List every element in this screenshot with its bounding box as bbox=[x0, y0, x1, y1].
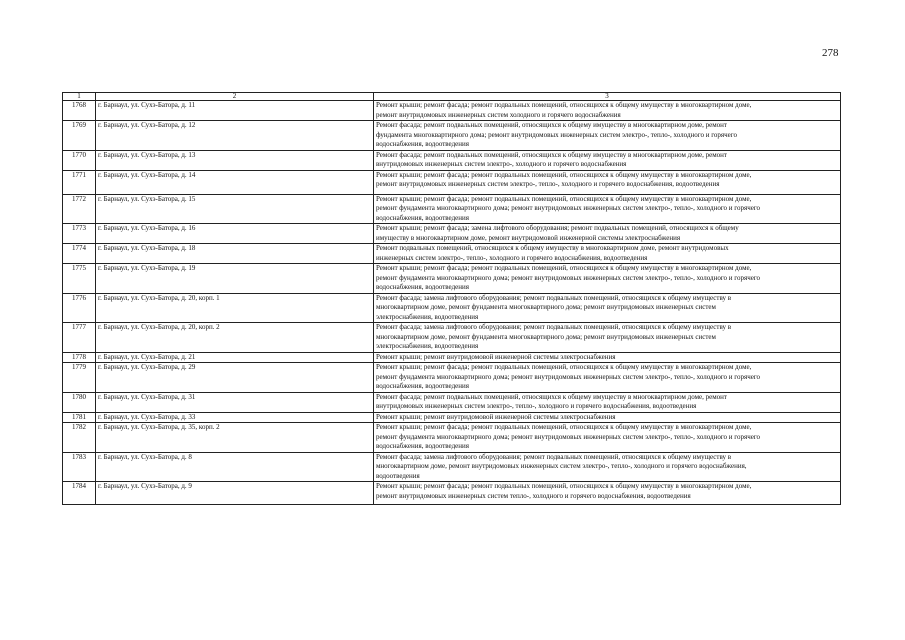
table-row bbox=[63, 412, 841, 423]
table-body bbox=[63, 101, 841, 505]
row-number: 1776 bbox=[63, 293, 96, 323]
repair-registry-table bbox=[62, 92, 841, 505]
row-number: 1781 bbox=[63, 412, 96, 423]
row-address: г. Барнаул, ул. Сухэ-Батора, д. 8 bbox=[96, 452, 374, 482]
works-line: многоквартирном доме, ремонт фундамента многоквартирного дома; ремонт внутридомовых инженерных систем bbox=[376, 303, 716, 311]
works-line: Ремонт крыши; ремонт фасада; ремонт подвальных помещений, относящихся к общему имуществу в многоквартирном доме, bbox=[376, 482, 752, 490]
works-line: Ремонт крыши; ремонт фасада; ремонт подвальных помещений, относящихся к общему имуществу в многоквартирном доме, bbox=[376, 101, 752, 109]
table-row bbox=[63, 293, 841, 323]
row-works bbox=[374, 101, 841, 121]
works-line: водоснабжения, водоотведения bbox=[376, 382, 469, 390]
works-line: внутридомовых инженерных систем электро-, холодного и горячего водоснабжения bbox=[376, 160, 627, 168]
row-address: г. Барнаул, ул. Сухэ-Батора, д. 11 bbox=[96, 101, 374, 121]
header-row bbox=[63, 93, 841, 101]
table-header bbox=[63, 93, 841, 101]
works-line: ремонт фундамента многоквартирного дома; ремонт внутридомовых инженерных систем электро-, тепло-, холодного и горячего bbox=[376, 204, 761, 212]
works-line: Ремонт крыши; ремонт фасада; ремонт подвальных помещений, относящихся к общему имуществу в многоквартирном доме, bbox=[376, 170, 752, 179]
works-line: внутридомовых инженерных систем электро-, тепло-, холодного и горячего водоснабжения, водоотведения bbox=[376, 402, 697, 410]
row-address: г. Барнаул, ул. Сухэ-Батора, д. 33 bbox=[96, 412, 374, 423]
works-line: Ремонт крыши; ремонт фасада; ремонт подвальных помещений, относящихся к общему имуществу в многоквартирном доме, bbox=[376, 423, 752, 431]
table-row bbox=[63, 244, 841, 264]
works-line: фундамента многоквартирного дома; ремонт внутридомовых инженерных систем электро-, тепло-, холодного и горячего bbox=[376, 130, 737, 139]
row-number: 1771 bbox=[63, 170, 96, 194]
row-works bbox=[374, 150, 841, 170]
row-address: г. Барнаул, ул. Сухэ-Батора, д. 13 bbox=[96, 150, 374, 170]
works-line: водоснабжения, водоотведения bbox=[376, 140, 469, 148]
works-line: электроснабжения, водоотведения bbox=[376, 312, 479, 321]
column-header-number: 1 bbox=[63, 93, 96, 101]
works-line: Ремонт крыши; ремонт фасада; ремонт подвальных помещений, относящихся к общему имуществу в многоквартирном доме, bbox=[376, 264, 752, 272]
column-header-works: 3 bbox=[374, 93, 841, 101]
works-line: Ремонт фасада; замена лифтового оборудования; ремонт подвальных помещений, относящихся к общему имуществу в bbox=[376, 323, 732, 331]
row-works bbox=[374, 170, 841, 194]
row-works bbox=[374, 352, 841, 363]
works-line: Ремонт фасада; замена лифтового оборудования; ремонт подвальных помещений, относящихся к общему имуществу в bbox=[376, 452, 732, 461]
row-works bbox=[374, 412, 841, 423]
row-works bbox=[374, 482, 841, 505]
row-works bbox=[374, 452, 841, 482]
table-row bbox=[63, 224, 841, 244]
works-line: электроснабжения, водоотведения bbox=[376, 342, 479, 350]
row-address: г. Барнаул, ул. Сухэ-Батора, д. 21 bbox=[96, 352, 374, 363]
row-address: г. Барнаул, ул. Сухэ-Батора, д. 16 bbox=[96, 224, 374, 244]
works-line: Ремонт фасада; ремонт подвальных помещений, относящихся к общему имуществу в многоквартирном доме, ремонт bbox=[376, 150, 727, 159]
row-number: 1780 bbox=[63, 392, 96, 412]
table-row bbox=[63, 482, 841, 505]
page-number: 278 bbox=[822, 47, 839, 59]
works-line: водоснабжения, водоотведения bbox=[376, 442, 469, 450]
row-address: г. Барнаул, ул. Сухэ-Батора, д. 29 bbox=[96, 363, 374, 393]
works-line: ремонт внутридомовых инженерных систем холодного и горячего водоснабжения bbox=[376, 110, 621, 119]
table-row bbox=[63, 194, 841, 224]
works-line: Ремонт фасада; ремонт подвальных помещений, относящихся к общему имуществу в многоквартирном доме, ремонт bbox=[376, 392, 727, 401]
row-number: 1778 bbox=[63, 352, 96, 363]
table-row bbox=[63, 170, 841, 194]
works-line: ремонт фундамента многоквартирного дома; ремонт внутридомовых инженерных систем электро-, тепло-, холодного и горячего bbox=[376, 273, 761, 282]
row-number: 1774 bbox=[63, 244, 96, 264]
row-number: 1779 bbox=[63, 363, 96, 393]
works-line: имуществу в многоквартирном доме, ремонт внутридомовой инженерной системы электроснабжения bbox=[376, 233, 681, 242]
row-number: 1775 bbox=[63, 264, 96, 294]
works-line: Ремонт подвальных помещений, относящихся к общему имуществу в многоквартирном доме, ремонт внутридомовых bbox=[376, 244, 729, 252]
row-number: 1768 bbox=[63, 101, 96, 121]
row-address: г. Барнаул, ул. Сухэ-Батора, д. 14 bbox=[96, 170, 374, 194]
row-works bbox=[374, 293, 841, 323]
works-line: инженерных систем электро-, тепло-, холодного и горячего водоснабжения, водоотведения bbox=[376, 253, 648, 262]
row-number: 1784 bbox=[63, 482, 96, 505]
row-number: 1772 bbox=[63, 194, 96, 224]
works-line: Ремонт крыши; ремонт внутридомовой инженерной системы электроснабжения bbox=[376, 352, 616, 361]
row-number: 1783 bbox=[63, 452, 96, 482]
table-row bbox=[63, 323, 841, 353]
row-address: г. Барнаул, ул. Сухэ-Батора, д. 20, корп. 2 bbox=[96, 323, 374, 353]
table-row bbox=[63, 452, 841, 482]
row-address: г. Барнаул, ул. Сухэ-Батора, д. 20, корп. 1 bbox=[96, 293, 374, 323]
table-row bbox=[63, 352, 841, 363]
row-address: г. Барнаул, ул. Сухэ-Батора, д. 18 bbox=[96, 244, 374, 264]
row-address: г. Барнаул, ул. Сухэ-Батора, д. 12 bbox=[96, 121, 374, 151]
row-number: 1782 bbox=[63, 423, 96, 453]
works-line: Ремонт крыши; ремонт фасада; ремонт подвальных помещений, относящихся к общему имуществу в многоквартирном доме, bbox=[376, 194, 752, 203]
row-number: 1770 bbox=[63, 150, 96, 170]
works-line: многоквартирном доме, ремонт фундамента многоквартирного дома; ремонт внутридомовых инженерных систем bbox=[376, 332, 716, 341]
table-row bbox=[63, 423, 841, 453]
row-works bbox=[374, 244, 841, 264]
table-row bbox=[63, 101, 841, 121]
column-header-address: 2 bbox=[96, 93, 374, 101]
row-address: г. Барнаул, ул. Сухэ-Батора, д. 31 bbox=[96, 392, 374, 412]
works-line: Ремонт крыши; ремонт внутридомовой инженерной системы электроснабжения bbox=[376, 412, 616, 421]
works-line: водоотведения bbox=[376, 471, 420, 480]
table-row bbox=[63, 150, 841, 170]
works-line: Ремонт крыши; ремонт фасада; замена лифтового оборудования; ремонт подвальных помещений, относящихся к общему bbox=[376, 224, 739, 232]
row-number: 1777 bbox=[63, 323, 96, 353]
works-line: водоснабжения, водоотведения bbox=[376, 213, 469, 222]
row-address: г. Барнаул, ул. Сухэ-Батора, д. 35, корп. 2 bbox=[96, 423, 374, 453]
row-works bbox=[374, 363, 841, 393]
works-line: Ремонт фасада; замена лифтового оборудования; ремонт подвальных помещений, относящихся к общему имуществу в bbox=[376, 293, 732, 302]
works-line: водоснабжения, водоотведения bbox=[376, 283, 469, 291]
works-line: многоквартирном доме, ремонт внутридомовых инженерных систем электро-, тепло-, холодного и горячего водоснабжения, bbox=[376, 462, 747, 470]
table-row bbox=[63, 264, 841, 294]
row-works bbox=[374, 121, 841, 151]
works-line: ремонт внутридомовых инженерных систем тепло-, холодного и горячего водоснабжения, водоотведения bbox=[376, 491, 691, 500]
table-row bbox=[63, 121, 841, 151]
works-line: ремонт фундамента многоквартирного дома; ремонт внутридомовых инженерных систем электро-, тепло-, холодного и горячего bbox=[376, 372, 761, 381]
works-line: ремонт внутридомовых инженерных систем электро-, тепло-, холодного и горячего водоснабжения, водоотведения bbox=[376, 180, 720, 188]
row-works bbox=[374, 323, 841, 353]
row-address: г. Барнаул, ул. Сухэ-Батора, д. 15 bbox=[96, 194, 374, 224]
works-line: ремонт фундамента многоквартирного дома; ремонт внутридомовых инженерных систем электро-, тепло-, холодного и горячего bbox=[376, 432, 761, 441]
row-works bbox=[374, 423, 841, 453]
row-works bbox=[374, 224, 841, 244]
row-address: г. Барнаул, ул. Сухэ-Батора, д. 9 bbox=[96, 482, 374, 505]
works-line: Ремонт фасада; ремонт подвальных помещений, относящихся к общему имуществу в многоквартирном доме, ремонт bbox=[376, 121, 727, 129]
row-number: 1769 bbox=[63, 121, 96, 151]
row-works bbox=[374, 264, 841, 294]
table-row bbox=[63, 392, 841, 412]
row-address: г. Барнаул, ул. Сухэ-Батора, д. 19 bbox=[96, 264, 374, 294]
row-number: 1773 bbox=[63, 224, 96, 244]
row-works bbox=[374, 392, 841, 412]
row-works bbox=[374, 194, 841, 224]
works-line: Ремонт крыши; ремонт фасада; ремонт подвальных помещений, относящихся к общему имуществу в многоквартирном доме, bbox=[376, 363, 752, 371]
table-row bbox=[63, 363, 841, 393]
